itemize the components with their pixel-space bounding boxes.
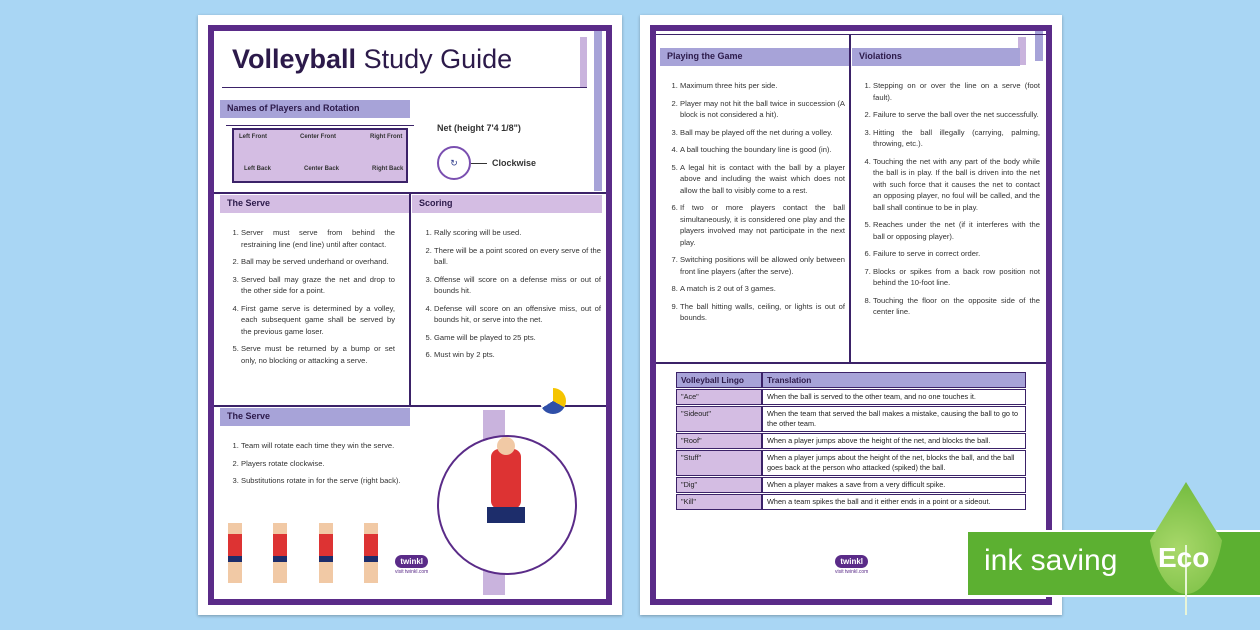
position-label: Right Back: [372, 166, 404, 172]
list-item: 1. Server must serve from behind the restraining line (end line) until after contact.: [241, 227, 395, 250]
divider: [849, 34, 851, 362]
list-item: 2. Failure to serve the ball over the net successfully.: [873, 109, 1040, 121]
violations-list: [860, 80, 1040, 324]
serve-list: [228, 227, 395, 372]
list-item: 2. There will be a point scored on every serve of the ball.: [434, 245, 601, 268]
serve2-header: The Serve: [220, 408, 410, 426]
position-label: Left Back: [244, 166, 272, 172]
logo-text: twinkl: [835, 555, 868, 568]
term-cell: "Sideout": [676, 406, 762, 432]
position-label: Center Back: [304, 166, 340, 172]
playing-list: [667, 80, 845, 330]
player-head: [497, 437, 515, 455]
player-figure: [273, 523, 287, 583]
list-item: 4. Touching the net with any part of the body while the ball is in play. If the ball is driven into the net with such force that it causes the net to contact an opposing player, no foul will be called, and the ball shall continue to be in play.: [873, 156, 1040, 214]
table-row: [676, 477, 1026, 493]
list-item: 5. Serve must be returned by a bump or set only, no blocking or attacking a serve.: [241, 343, 395, 366]
logo-url: visit twinkl.com: [835, 569, 869, 575]
page-title: Volleyball Study Guide: [232, 44, 513, 74]
table-row: [676, 494, 1026, 510]
term-cell: "Dig": [676, 477, 762, 493]
rotation-pointer: [471, 163, 487, 164]
term-cell: "Ace": [676, 389, 762, 405]
table-row: [676, 406, 1026, 432]
player-shorts: [487, 507, 525, 523]
divider: [409, 193, 411, 405]
scoring-list: [421, 227, 601, 367]
decor-bar: [1035, 31, 1043, 61]
list-item: 4. First game serve is determined by a volley, each subsequent game shall be served by the previous game loser.: [241, 303, 395, 338]
list-item: 2. Ball may be served underhand or overhand.: [241, 256, 395, 268]
list-item: 6. Must win by 2 pts.: [434, 349, 601, 361]
position-label: Center Front: [300, 134, 336, 140]
title-underline: [222, 87, 587, 88]
player-figure: [364, 523, 378, 583]
term-cell: "Kill": [676, 494, 762, 510]
scoring-header: Scoring: [412, 195, 602, 213]
logo-text: twinkl: [395, 555, 428, 568]
list-item: 5. Game will be played to 25 pts.: [434, 332, 601, 344]
net-line: [226, 125, 414, 126]
definition-cell: When a team spikes the ball and it either ends in a point or a sideout.: [762, 494, 1026, 510]
list-item: 2. Players rotate clockwise.: [241, 458, 418, 470]
list-item: 2. Player may not hit the ball twice in succession (A block is not considered a hit).: [680, 98, 845, 121]
list-item: 8. Touching the floor on the opposite side of the center line.: [873, 295, 1040, 318]
list-item: 4. Defense will score on an offensive miss, out of bounds hit, or serve into the net.: [434, 303, 601, 326]
column-header: Volleyball Lingo: [676, 372, 762, 388]
net-label: Net (height 7'4 1/8"): [437, 123, 521, 133]
list-item: 3. Offense will score on a defense miss or out of bounds hit.: [434, 274, 601, 297]
column-header: Translation: [762, 372, 1026, 388]
lingo-table: [676, 371, 1026, 511]
definition-cell: When the ball is served to the other team, and no one touches it.: [762, 389, 1026, 405]
serve2-list: [228, 440, 418, 493]
list-item: 8. A match is 2 out of 3 games.: [680, 283, 845, 295]
definition-cell: When a player jumps about the height of the net, blocks the ball, and the ball goes back at the person who attacked (spiked) the ball.: [762, 450, 1026, 476]
player-sequence-illustration: [228, 515, 378, 585]
serve-header: The Serve: [220, 195, 409, 213]
rotation-label: Clockwise: [492, 158, 537, 168]
list-item: 1. Team will rotate each time they win the serve.: [241, 440, 418, 452]
definition-cell: When a player jumps above the height of the net, and blocks the ball.: [762, 433, 1026, 449]
definition-cell: When a player makes a save from a very difficult spike.: [762, 477, 1026, 493]
twinkl-logo: [835, 555, 868, 575]
table-header-row: [676, 372, 1026, 388]
list-item: 1. Maximum three hits per side.: [680, 80, 845, 92]
list-item: 9. The ball hitting walls, ceiling, or lights is out of bounds.: [680, 301, 845, 324]
list-item: 5. Reaches under the net (if it interferes with the ball or opposing player).: [873, 219, 1040, 242]
logo-url: visit twinkl.com: [395, 569, 429, 575]
player-figure: [319, 523, 333, 583]
list-item: 3. Hitting the ball illegally (carrying, palming, throwing, etc.).: [873, 127, 1040, 150]
eco-label: Eco: [1158, 542, 1210, 573]
term-cell: "Stuff": [676, 450, 762, 476]
volleyball-icon: [540, 388, 566, 414]
list-item: 4. A ball touching the boundary line is good (in).: [680, 144, 845, 156]
list-item: 7. Switching positions will be allowed only between front line players (after the serve).: [680, 254, 845, 277]
table-row: [676, 389, 1026, 405]
table-row: [676, 433, 1026, 449]
players-header: Names of Players and Rotation: [220, 100, 410, 118]
twinkl-logo: [395, 555, 428, 575]
list-item: 6. Failure to serve in correct order.: [873, 248, 1040, 260]
list-item: 7. Blocks or spikes from a back row position not behind the 10-foot line.: [873, 266, 1040, 289]
list-item: 3. Ball may be played off the net during a volley.: [680, 127, 845, 139]
decor-bar: [594, 31, 602, 191]
list-item: 5. A legal hit is contact with the ball by a player above and including the waist which does not allow the ball to visibly come to a rest.: [680, 162, 845, 197]
position-label: Left Front: [239, 134, 267, 140]
decor-bar: [580, 37, 587, 87]
divider: [656, 34, 1046, 35]
playing-header: Playing the Game: [660, 48, 849, 66]
list-item: 6. If two or more players contact the ball simultaneously, it is considered one play and the players involved may not participate in the next play.: [680, 202, 845, 248]
violations-header: Violations: [852, 48, 1020, 66]
position-label: Right Front: [370, 134, 403, 140]
ink-saving-label: ink saving: [984, 544, 1118, 577]
list-item: 3. Substitutions rotate in for the serve (right back).: [241, 475, 418, 487]
term-cell: "Roof": [676, 433, 762, 449]
table-row: [676, 450, 1026, 476]
rotation-clockwise-icon: ↻: [437, 146, 471, 180]
list-item: 1. Rally scoring will be used.: [434, 227, 601, 239]
player-shirt: [491, 449, 521, 509]
list-item: 1. Stepping on or over the line on a serve (foot fault).: [873, 80, 1040, 103]
player-figure: [228, 523, 242, 583]
player-illustration: [437, 435, 577, 575]
divider: [656, 362, 1046, 364]
court-diagram: [232, 128, 408, 183]
list-item: 3. Served ball may graze the net and drop to the other side for a point.: [241, 274, 395, 297]
definition-cell: When the team that served the ball makes a mistake, causing the ball to go to the other team.: [762, 406, 1026, 432]
